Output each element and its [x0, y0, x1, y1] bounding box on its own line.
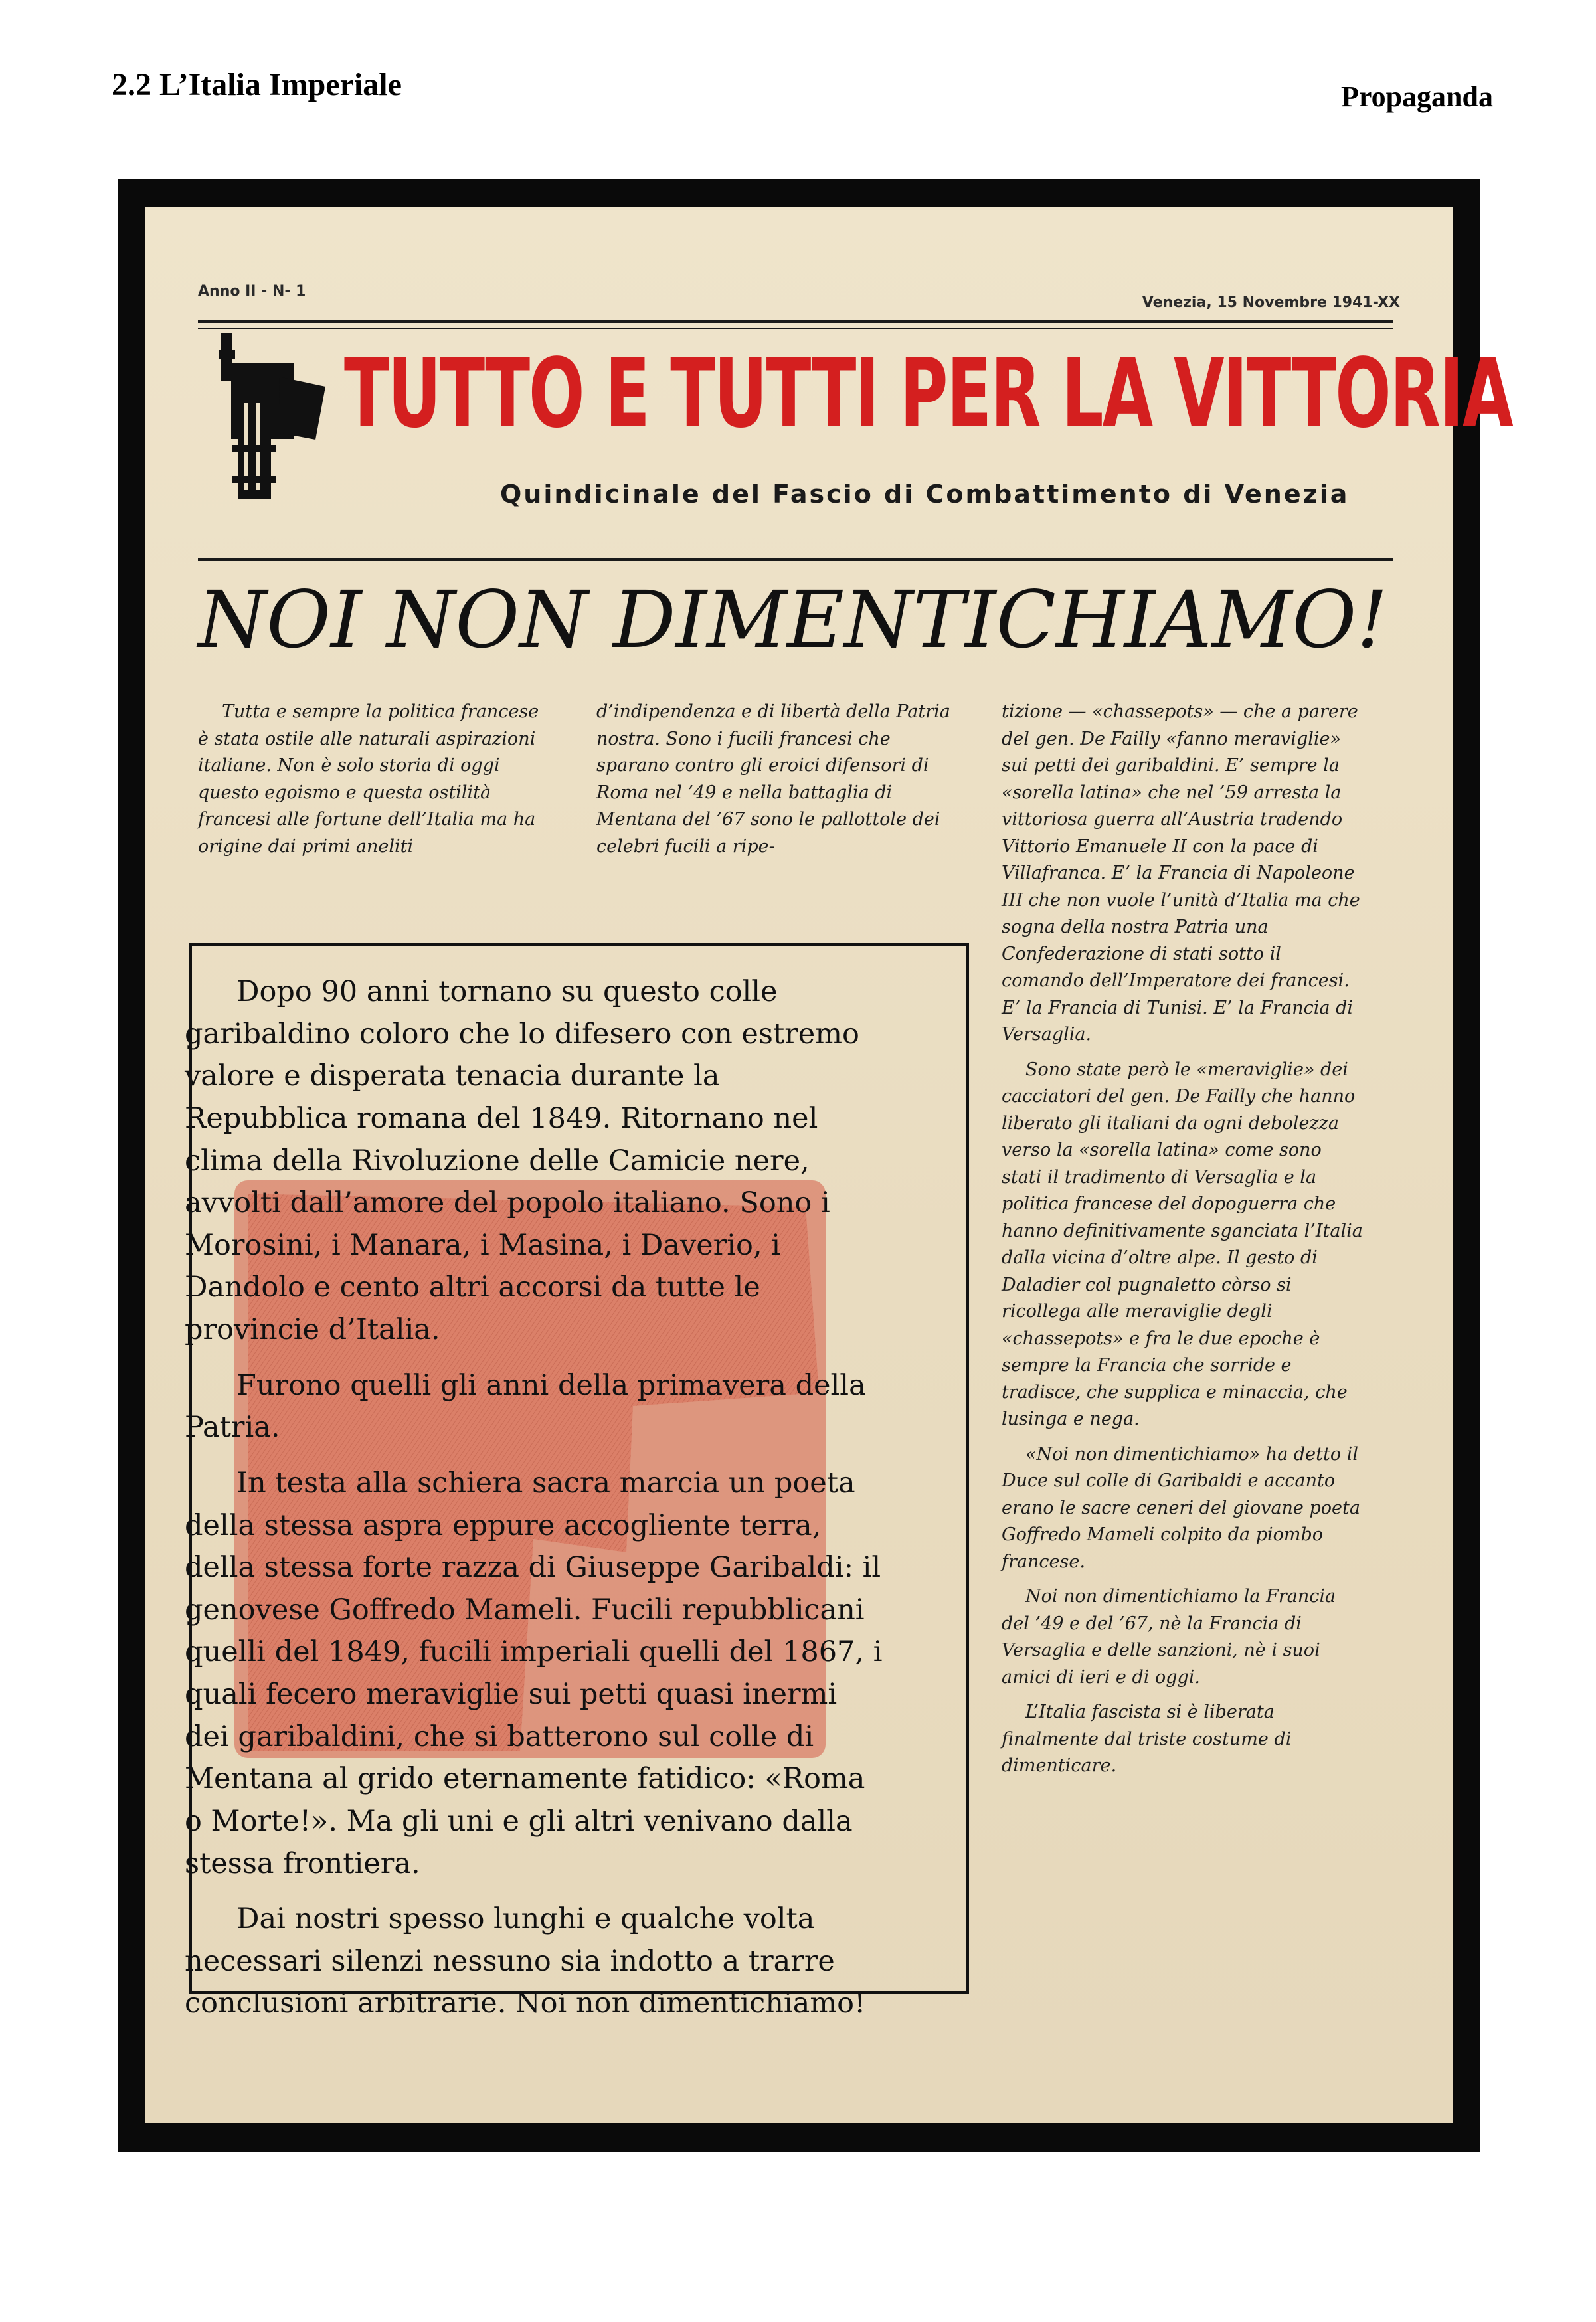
column-paragraph: «Noi non dimentichiamo» ha detto il Duce sul colle di Garibaldi e accanto erano le sacre ceneri del giovane poeta Goffredo Mameli colpito da piombo francese.: [1002, 1443, 1360, 1572]
boxed-paragraph: In testa alla schiera sacra marcia un poeta della stessa aspra eppure accogliente terra, della stessa forte razza di Giuseppe Garibaldi: il genovese Goffredo Mameli. Fucili repubblicani quelli del 1849, fucili imperiali quelli del 1867, i quali fecero meraviglie sui petti quasi inermi dei garibaldini, che si batterono sul colle di Mentana al grido eternamente fatidico: «Roma o Morte!». Ma gli uni e gli altri venivano dalla stessa frontiera.: [185, 1466, 883, 1880]
column-paragraph: Tutta e sempre la politica francese è stata ostile alle naturali aspirazioni italiane. Non è solo storia di oggi questo egoismo e questa ostilità francesi alle fortune dell’Italia ma ha origine dai primi aneliti: [198, 701, 539, 857]
column-paragraph: L’Italia fascista si è liberata finalmente dal triste costume di dimenticare.: [1002, 1702, 1292, 1776]
masthead-title: TUTTO E TUTTI PER LA VITTORIA: [344, 337, 1512, 449]
article-column-3: [1002, 699, 1367, 1788]
boxed-paragraph: Dai nostri spesso lunghi e qualche volta necessari silenzi nessuno sia indotto a trarre conclusioni arbitrarie. Noi non dimentichiamo!: [185, 1902, 866, 2020]
masthead-rule-top-thin: [198, 328, 1393, 329]
article-column-1: [198, 699, 550, 868]
headline: NOI NON DIMENTICHIAMO!: [198, 574, 1388, 666]
column-paragraph: Noi non dimentichiamo la Francia del ’49 e del ’67, nè la Francia di Versaglia e delle sanzioni, nè i suoi amici di ieri e di oggi.: [1002, 1586, 1336, 1688]
newspaper-sheet: [145, 207, 1512, 2123]
issue-number: Anno II - N- 1: [198, 283, 306, 300]
album-page-heading: 2.2 L’Italia Imperiale: [112, 67, 402, 102]
masthead-rule-top: [198, 320, 1393, 323]
album-page-category: Propaganda: [1340, 80, 1493, 113]
boxed-article: [185, 971, 889, 2038]
column-paragraph: tizione — «chassepots» — che a parere del gen. De Failly «fanno meraviglie» sui petti dei garibaldini. E’ sempre la «sorella latina» che nel ’59 arresta la vittoriosa guerra all’Austria tradendo Vittorio Emanuele II con la pace di Villafranca. E’ la Francia di Napoleone III che non vuole l’unità d’Italia ma che sogna della nostra Patria una Confederazione di stati sotto il comando dell’Imperatore dei francesi. E’ la Francia di Tunisi. E’ la Francia di Versaglia.: [1002, 701, 1360, 1045]
masthead-subtitle: Quindicinale del Fascio di Combattimento di Venezia: [500, 480, 1350, 509]
article-column-2: [596, 699, 955, 868]
masthead-rule-bottom: [198, 558, 1393, 561]
fasces-icon: [219, 333, 325, 503]
column-paragraph: d’indipendenza e di libertà della Patria nostra. Sono i fucili francesi che sparano contro gli eroici difensori di Roma nel ’49 e nella battaglia di Mentana del ’67 sono le pallottole dei celebri fucili a ripe-: [596, 701, 950, 857]
column-paragraph: Sono state però le «meraviglie» dei cacciatori del gen. De Failly che hanno liberato gli italiani da ogni debolezza verso la «sorella latina» come sono stati il tradimento di Versaglia e la politica francese del dopoguerra che hanno definitivamente sganciata l’Italia dalla vicina d’oltre alpe. Il gesto di Daladier col pugnaletto còrso si ricollega alle meraviglie degli «chassepots» e fra le due epoche è sempre la Francia che sorride e tradisce, che supplica e minaccia, che lusinga e nega.: [1002, 1059, 1363, 1429]
dateline: Venezia, 15 Novembre 1941-XX: [1142, 294, 1400, 311]
boxed-paragraph: Dopo 90 anni tornano su questo colle garibaldino coloro che lo difesero con estremo valore e disperata tenacia durante la Repubblica romana del 1849. Ritornano nel clima della Rivoluzione delle Camicie nere, avvolti dall’amore del popolo italiano. Sono i Morosini, i Manara, i Masina, i Daverio, i Dandolo e cento altri accorsi da tutte le provincie d’Italia.: [185, 975, 859, 1346]
boxed-paragraph: Furono quelli gli anni della primavera della Patria.: [185, 1368, 866, 1445]
